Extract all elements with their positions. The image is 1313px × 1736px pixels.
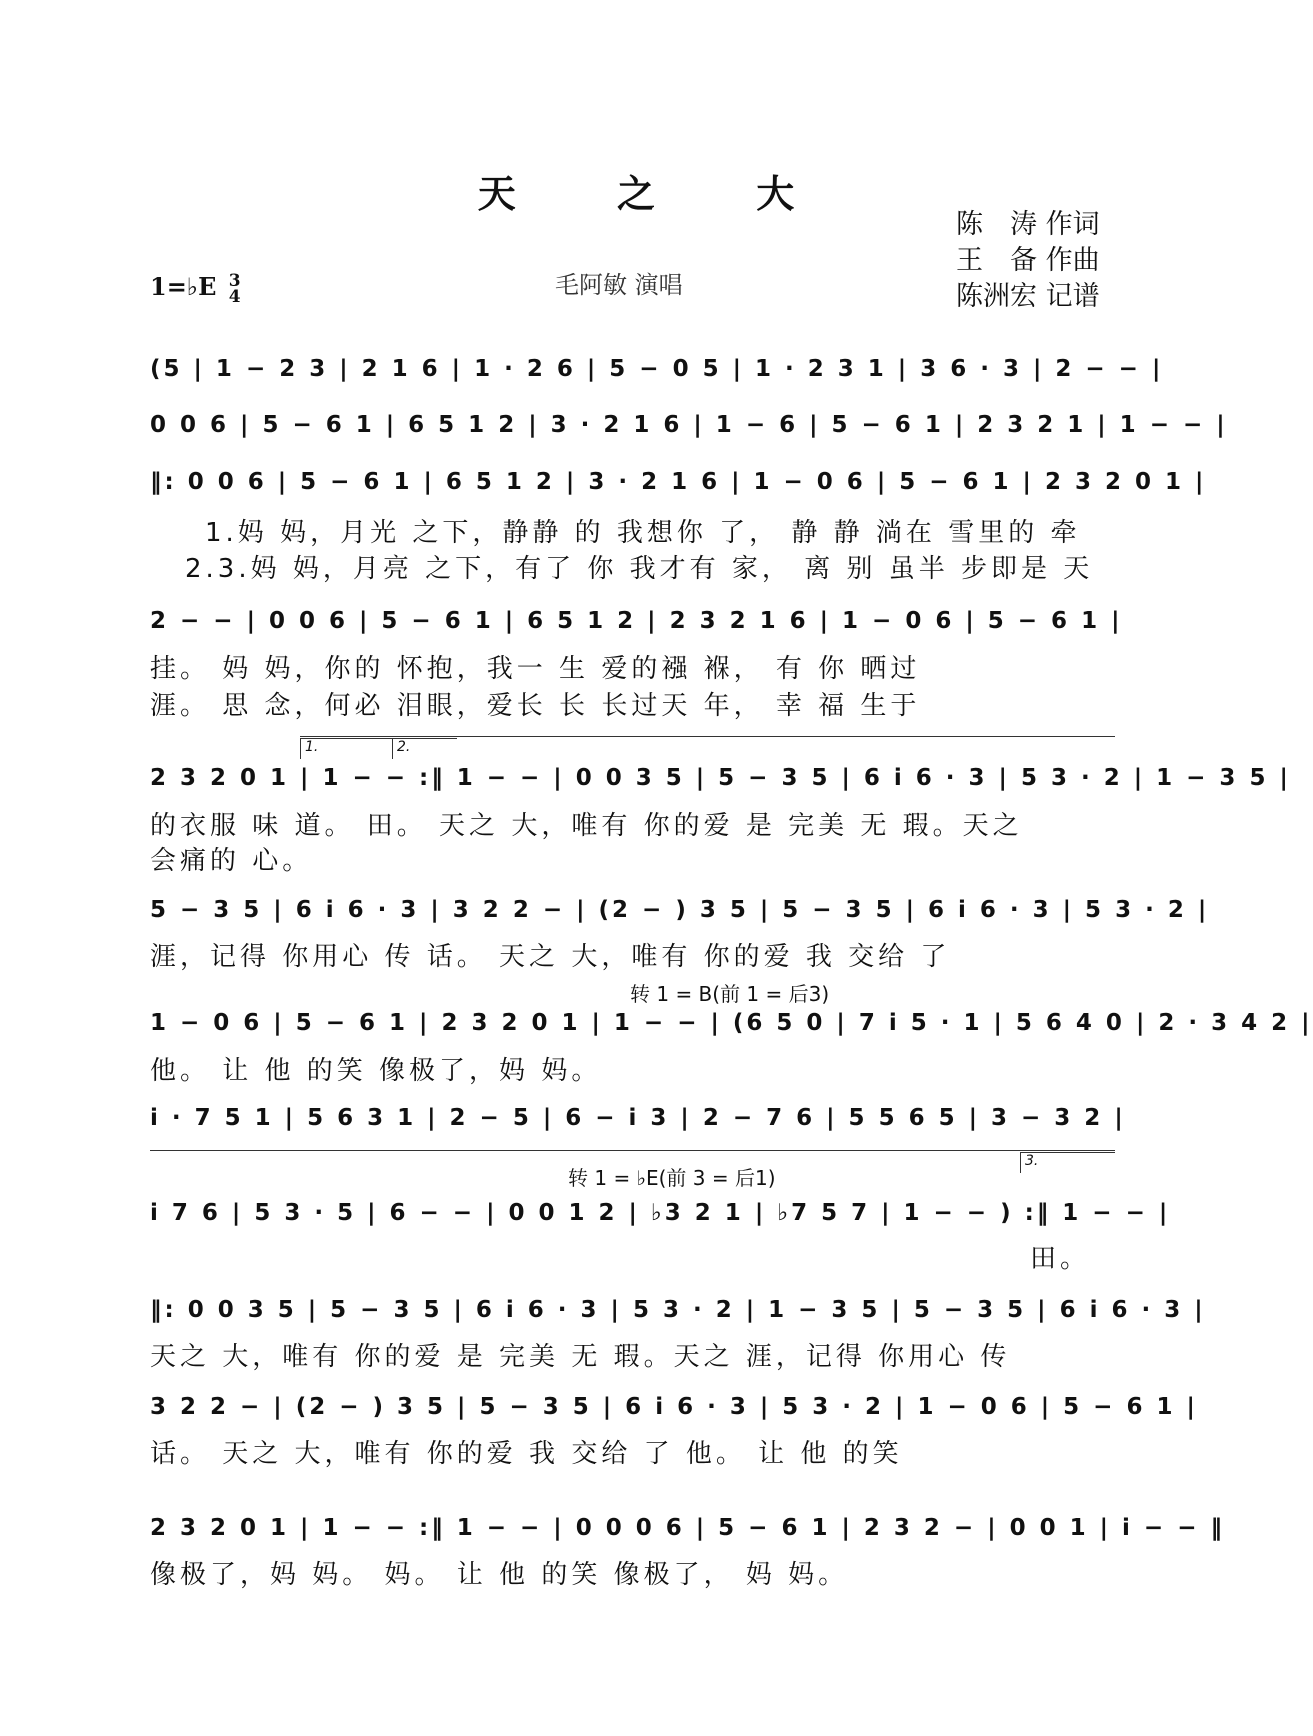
score-line-2: 0 0 6 | 5 − 6 1 | 6 5 1 2 | 3 · 2 1 6 | 1 − 6 | 5 − 6 1 | 2 3 2 1 | 1 − − | <box>150 412 1228 438</box>
time-numerator: 3 <box>228 270 241 291</box>
lyric-line-6: 涯，记得 你用心 传 话。 天之 大，唯有 你的爱 我 交给 了 <box>150 942 951 972</box>
lyric-line-4a: 挂。 妈 妈，你的 怀抱，我一 生 爱的襁 褓， 有 你 晒过 <box>150 654 921 684</box>
volta-3-label: 3. <box>1025 1153 1039 1169</box>
score-line-6: 5 − 3 5 | 6 i 6 · 3 | 3 2 2 − | (2 − ) 3 5 | 5 − 3 5 | 6 i 6 · 3 | 5 3 · 2 | <box>150 897 1210 923</box>
volta-3 <box>1020 1152 1115 1173</box>
score-line-5: 2 3 2 0 1 | 1 − − :‖ 1 − − | 0 0 3 5 | 5 − 3 5 | 6 i 6 · 3 | 5 3 · 2 | 1 − 3 5 | <box>150 765 1291 791</box>
credits <box>956 207 1100 315</box>
lyricist-credit: 陈 涛 作词 <box>956 209 1100 240</box>
lyric-line-3b: 2.3.妈 妈，月亮 之下，有了 你 我才有 家， 离 别 虽半 步即是 天 <box>185 554 1094 584</box>
lyric-line-5a: 的衣服 味 道。 田。 天之 大，唯有 你的爱 是 完美 无 瑕。天之 <box>150 811 1023 841</box>
score-line-8: i · 7 5 1 | 5 6 3 1 | 2 − 5 | 6 − i 3 | 2 − 7 6 | 5 5 6 5 | 3 − 3 2 | <box>150 1105 1126 1131</box>
performer: 毛阿敏 演唱 <box>555 271 683 299</box>
volta-2 <box>392 738 457 759</box>
lyric-line-11: 话。 天之 大，唯有 你的爱 我 交给 了 他。 让 他 的笑 <box>150 1439 903 1469</box>
volta-1-label: 1. <box>305 739 319 755</box>
volta-rule-1 <box>300 736 1115 737</box>
section-rule <box>150 1150 1115 1151</box>
composer-credit: 王 备 作曲 <box>956 245 1100 276</box>
key-signature <box>150 272 241 305</box>
lyric-line-4b: 涯。 思 念，何必 泪眼，爱长 长 长过天 年， 幸 福 生于 <box>150 691 921 721</box>
score-line-11: 3 2 2 − | (2 − ) 3 5 | 5 − 3 5 | 6 i 6 · 3 | 5 3 · 2 | 1 − 0 6 | 5 − 6 1 | <box>150 1394 1198 1420</box>
transcriber-credit: 陈洲宏 记谱 <box>956 281 1100 312</box>
modulation-eflat: 转 1 = ♭E(前 3 = 后1) <box>568 1166 776 1190</box>
volta-2-label: 2. <box>397 739 411 755</box>
key-label: 1=♭E <box>150 272 217 301</box>
time-signature <box>228 270 241 307</box>
lyric-line-5b: 会痛的 心。 <box>150 846 313 876</box>
lyric-line-9: 田。 <box>1030 1244 1091 1274</box>
score-line-4: 2 − − | 0 0 6 | 5 − 6 1 | 6 5 1 2 | 2 3 2 1 6 | 1 − 0 6 | 5 − 6 1 | <box>150 608 1123 634</box>
score-line-10: ‖: 0 0 3 5 | 5 − 3 5 | 6 i 6 · 3 | 5 3 · 2 | 1 − 3 5 | 5 − 3 5 | 6 i 6 · 3 | <box>150 1297 1206 1323</box>
score-line-1: (5 | 1 − 2 3 | 2 1 6 | 1 · 2 6 | 5 − 0 5 | 1 · 2 3 1 | 3 6 · 3 | 2 − − | <box>150 356 1164 382</box>
time-denominator: 4 <box>228 286 241 307</box>
volta-1 <box>300 738 393 759</box>
score-line-9: i 7 6 | 5 3 · 5 | 6 − − | 0 0 1 2 | ♭3 2 1 | ♭7 5 7 | 1 − − ) :‖ 1 − − | <box>150 1200 1171 1226</box>
lyric-line-10: 天之 大，唯有 你的爱 是 完美 无 瑕。天之 涯，记得 你用心 传 <box>150 1342 1011 1372</box>
lyric-line-3a: 1.妈 妈，月光 之下，静静 的 我想你 了， 静 静 淌在 雪里的 牵 <box>205 518 1081 548</box>
score-line-7: 1 − 0 6 | 5 − 6 1 | 2 3 2 0 1 | 1 − − | (6 5 0 | 7 i 5 · 1 | 5 6 4 0 | 2 · 3 4 2 | <box>150 1010 1313 1036</box>
score-line-3: ‖: 0 0 6 | 5 − 6 1 | 6 5 1 2 | 3 · 2 1 6 | 1 − 0 6 | 5 − 6 1 | 2 3 2 0 1 | <box>150 469 1207 495</box>
song-title: 天 之 大 <box>477 171 839 216</box>
lyric-line-7: 他。 让 他 的笑 像极了，妈 妈。 <box>150 1056 602 1086</box>
lyric-line-12: 像极了，妈 妈。 妈。 让 他 的笑 像极了， 妈 妈。 <box>150 1560 849 1590</box>
score-line-12: 2 3 2 0 1 | 1 − − :‖ 1 − − | 0 0 0 6 | 5 − 6 1 | 2 3 2 − | 0 0 1 | i − − ‖ <box>150 1515 1225 1541</box>
modulation-b: 转 1 = B(前 1 = 后3) <box>630 982 830 1006</box>
